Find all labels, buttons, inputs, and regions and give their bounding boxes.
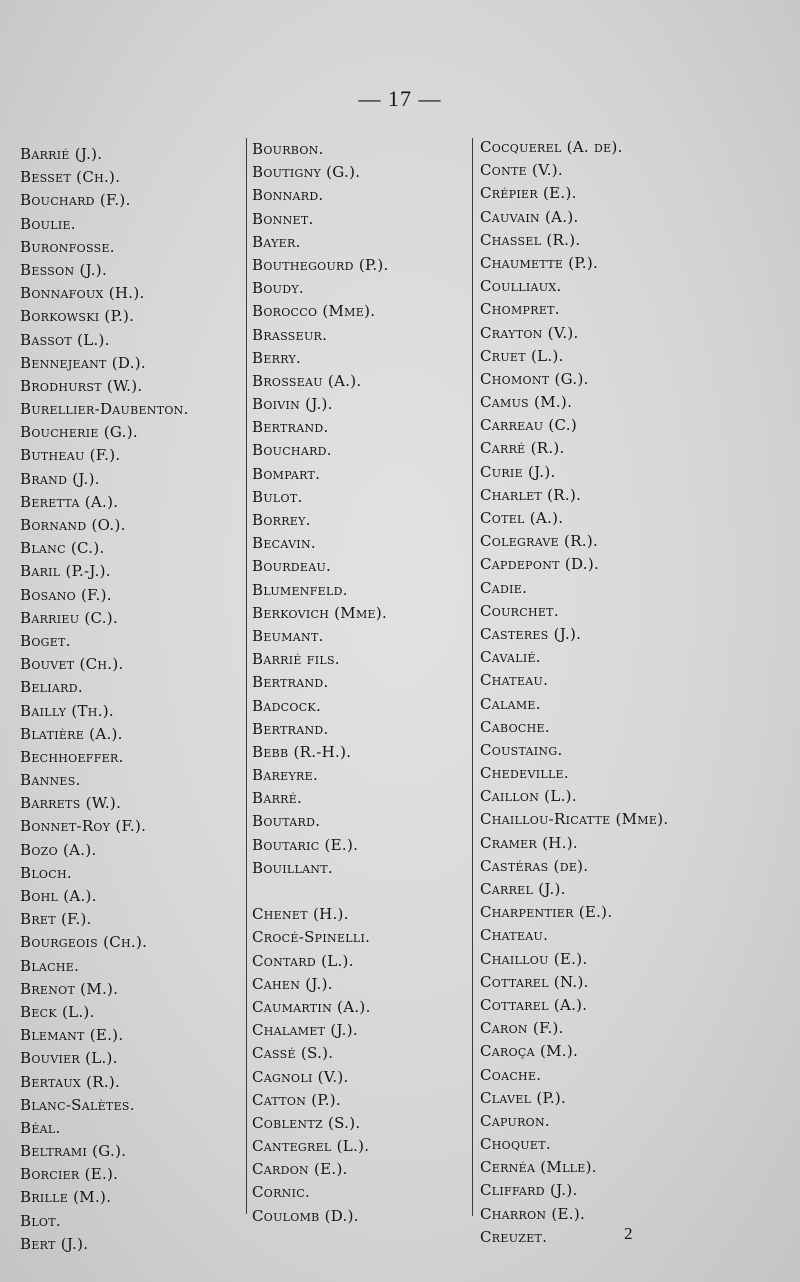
name-entry: Chalamet (J.). [252,1021,358,1040]
name-entry: Chomont (G.). [480,369,589,388]
name-entry: Bosano (F.). [20,585,112,604]
name-entry: Béal. [20,1118,61,1137]
name-entry: Blache. [20,956,80,975]
name-entry: Bebb (R.-H.). [252,742,352,761]
name-entry: Chaumette (P.). [480,253,599,272]
name-entry: Berry. [252,348,302,367]
name-entry: Creuzet. [480,1227,548,1246]
name-entry: Contard (L.). [252,951,354,970]
name-entry: Becavin. [252,534,316,553]
name-entry: Butheau (F.). [20,446,121,465]
name-entry: Clavel (P.). [480,1088,567,1107]
name-entry: Brosseau (A.). [252,371,362,390]
name-entry: Bouvier (L.). [20,1049,118,1068]
name-entry: Bulot. [252,487,303,506]
name-entry: Bourgeois (Ch.). [20,933,148,952]
name-entry: Carré (R.). [480,439,565,458]
name-entry: Coblentz (S.). [252,1113,361,1132]
name-entry: Blatière (A.). [20,724,123,743]
name-entry: Caumartin (A.). [252,997,371,1016]
name-column-2 [252,138,492,1228]
name-entry: Beck (L.). [20,1002,95,1021]
name-entry: Courchet. [480,601,559,620]
name-entry: Brasseur. [252,325,328,344]
name-entry: Charpentier (E.). [480,903,613,922]
name-entry: Cornic. [252,1183,311,1202]
name-entry: Bassot (L.). [20,330,110,349]
name-entry: Blot. [20,1211,61,1230]
name-entry: Cottarel (N.). [480,972,589,991]
name-entry: Barrieu (C.). [20,608,119,627]
name-entry: Bloch. [20,863,72,882]
name-column-1 [20,143,260,1256]
name-entry: Capuron. [480,1111,550,1130]
name-entry: Burellier-Daubenton. [20,400,189,419]
name-entry: Bonnard. [252,186,324,205]
name-entry: Chassel (R.). [480,230,581,249]
name-entry: Chateau. [480,926,549,945]
name-entry: Crocé-Spinelli. [252,928,371,947]
name-entry: Boutard. [252,812,321,831]
name-entry: Blumenfeld. [252,580,348,599]
name-entry: Crépier (E.). [480,184,577,203]
name-entry: Charlet (R.). [480,485,582,504]
name-entry: Bret (F.). [20,910,92,929]
name-entry: Barrié (J.). [20,145,103,163]
name-entry: Baril (P.-J.). [20,562,111,581]
name-entry: Bozo (A.). [20,840,97,859]
name-entry: Bertaux (R.). [20,1072,121,1091]
name-entry: Curie (J.). [480,462,556,481]
name-entry: Bertrand. [252,673,329,692]
name-entry: Caroça (M.). [480,1042,579,1061]
name-entry: Brenot (M.). [20,979,119,998]
name-entry: Bouchard. [252,441,332,460]
name-entry: Cardon (E.). [252,1160,348,1179]
signature-mark: 2 [624,1224,633,1243]
name-entry: Bennejeant (D.). [20,353,146,372]
name-entry: Cauvain (A.). [480,207,579,226]
name-entry: Bareyre. [252,766,319,785]
name-entry: Badcock. [252,696,322,715]
name-entry: Bonnafoux (H.). [20,284,145,303]
name-entry: Bayer. [252,232,301,251]
name-entry: Bonnet-Roy (F.). [20,817,147,836]
name-entry: Borrey. [252,511,311,529]
name-entry: Charron (E.). [480,1204,586,1223]
name-entry: Chateau. [480,671,549,690]
name-entry: Choquet. [480,1135,551,1154]
name-entry: Bonnet. [252,209,314,228]
name-entry: Catton (P.). [252,1090,342,1109]
name-entry: Coache. [480,1065,542,1084]
name-entry: Bannes. [20,771,81,790]
name-entry: Cottarel (A.). [480,995,588,1014]
name-entry: Bouvet (Ch.). [20,655,124,674]
name-entry: Beretta (A.). [20,492,119,511]
name-entry: Bourdeau. [252,557,332,576]
name-entry: Boget. [20,631,71,650]
name-entry: Coustaing. [480,740,563,759]
name-entry: Bertrand. [252,418,329,437]
name-entry: Cruet (L.). [480,346,564,365]
name-entry: Chaillou (E.). [480,949,588,968]
name-entry: Cassé (S.). [252,1044,334,1063]
name-entry: Cernéa (Mlle). [480,1158,597,1177]
name-entry: Bouchard (F.). [20,191,131,210]
name-entry: Boulie. [20,214,76,233]
name-entry: Berkovich (Mme). [252,603,388,622]
name-entry: Boutaric (E.). [252,835,359,854]
name-entry: Blemant (E.). [20,1026,124,1045]
name-entry: Boivin (J.). [252,395,333,414]
name-entry: Bouillant. [252,858,333,877]
blank-gap [252,880,492,903]
name-entry: Bohl (A.). [20,887,97,905]
name-entry: Cadie. [480,578,528,597]
name-entry: Boudy. [252,279,304,298]
name-entry: Beliard. [20,678,83,697]
name-entry: Caillon (L.). [480,787,577,806]
name-entry: Brand (J.). [20,469,100,488]
name-entry: Capdepont (D.). [480,555,600,574]
name-entry: Carrel (J.). [480,880,566,898]
name-entry: Buronfosse. [20,237,115,256]
name-entry: Cliffard (J.). [480,1181,578,1200]
name-entry: Barré. [252,789,303,808]
name-entry: Chedeville. [480,764,569,783]
name-entry: Brille (M.). [20,1188,112,1207]
name-entry: Borocco (Mme). [252,302,376,321]
name-entry: Cagnoli (V.). [252,1067,349,1086]
name-entry: Cotel (A.). [480,509,564,527]
name-entry: Barrié fils. [252,650,340,669]
name-entry: Colegrave (R.). [480,532,599,551]
name-entry: Chenet (H.). [252,905,349,924]
name-entry: Chompret. [480,300,560,319]
name-entry: Chaillou-Ricatte (Mme). [480,810,669,829]
name-entry: Borkowski (P.). [20,307,135,326]
name-entry: Bompart. [252,464,321,483]
name-entry: Calame. [480,694,541,713]
name-entry: Camus (M.). [480,393,573,412]
name-entry: Blanc-Salètes. [20,1095,135,1114]
name-entry: Bourbon. [252,140,324,158]
name-entry: Boucherie (G.). [20,423,138,442]
name-entry: Coulomb (D.). [252,1206,359,1225]
name-entry: Crayton (V.). [480,323,579,342]
name-entry: Bouthegourd (P.). [252,255,389,274]
name-entry: Conte (V.). [480,161,564,180]
name-entry: Bechhoeffer. [20,747,124,766]
name-entry: Bert (J.). [20,1234,89,1253]
page-number-header: — 17 — [358,86,442,111]
name-entry: Bailly (Th.). [20,701,114,720]
name-entry: Besset (Ch.). [20,168,121,187]
name-entry: Blanc (C.). [20,539,105,558]
name-entry: Borcier (E.). [20,1165,119,1184]
name-entry: Bertrand. [252,719,329,738]
name-entry: Casteres (J.). [480,624,582,643]
name-entry: Carreau (C.) [480,416,578,435]
name-entry: Beumant. [252,626,324,645]
name-entry: Cramer (H.). [480,833,578,852]
name-entry: Coulliaux. [480,277,562,296]
name-entry: Beltrami (G.). [20,1142,127,1161]
name-entry: Cantegrel (L.). [252,1137,370,1156]
name-entry: Cocquerel (A. de). [480,138,623,156]
name-entry: Cavalié. [480,648,541,667]
name-entry: Barrets (W.). [20,794,122,813]
name-entry: Caron (F.). [480,1019,564,1038]
name-entry: Boutigny (G.). [252,163,361,182]
name-entry: Besson (J.). [20,260,108,279]
name-entry: Caboche. [480,717,550,736]
name-column-3 [480,136,720,1249]
name-entry: Castéras (de). [480,856,589,875]
name-entry: Cahen (J.). [252,974,333,993]
name-entry: Bornand (O.). [20,516,126,534]
name-entry: Brodhurst (W.). [20,376,143,395]
